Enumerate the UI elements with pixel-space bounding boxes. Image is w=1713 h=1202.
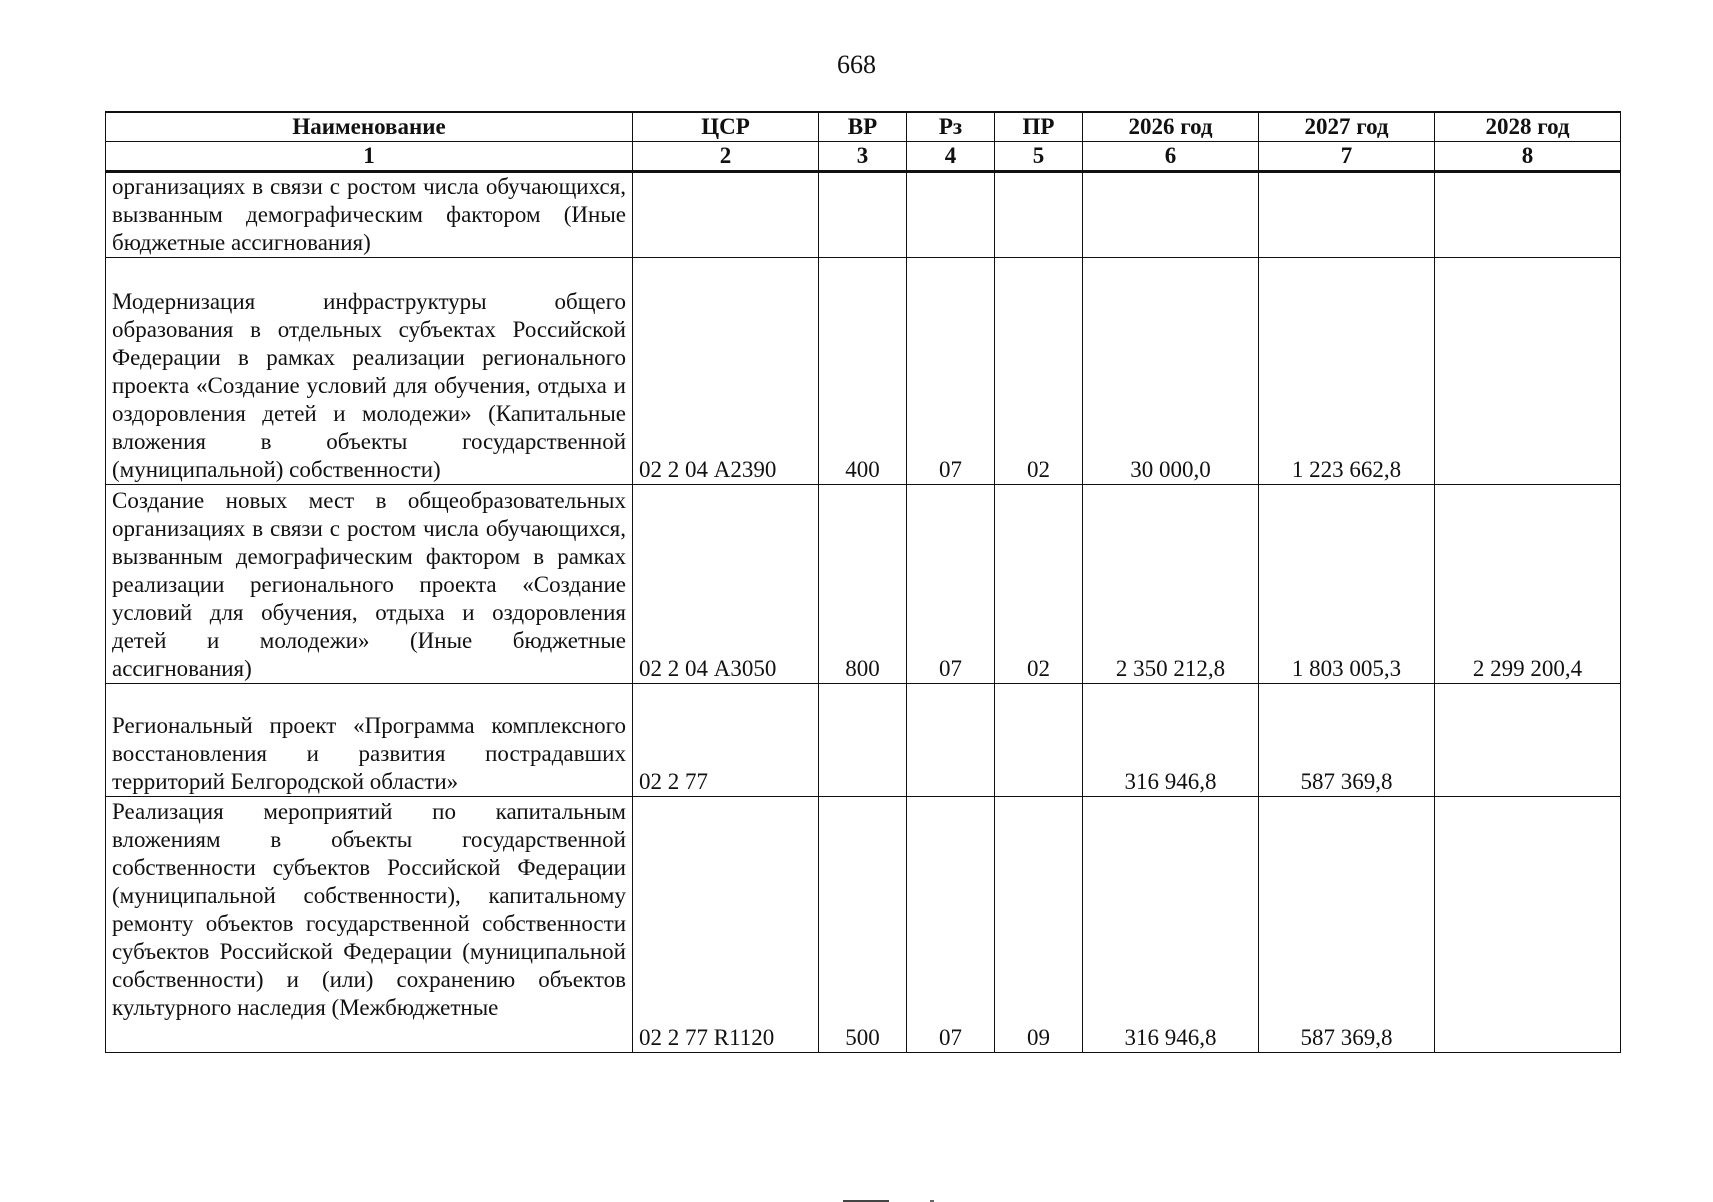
row-name: Создание новых мест в общеобразовательных организациях в связи с ростом числа обучающихся, вызванным демографическим фактором в рамках реализации регионального проекта «Создание условий для обучения, отдыха и оздоровления детей и молодежи» (Иные бюджетные ассигнования)	[106, 485, 633, 684]
row-amount-2026: 2 350 212,8	[1083, 485, 1259, 684]
row-name: Региональный проект «Программа комплексного восстановления и развития пострадавших территорий Белгородской области»	[106, 684, 633, 797]
table-header-row	[106, 112, 1621, 142]
header-rz: Рз	[907, 112, 995, 142]
row-pr: 09	[995, 797, 1083, 1053]
column-number: 1	[106, 142, 633, 172]
row-rz: 07	[907, 485, 995, 684]
header-pr: ПР	[995, 112, 1083, 142]
budget-table	[105, 111, 1621, 1053]
row-pr	[995, 684, 1083, 797]
header-2028: 2028 год	[1435, 112, 1621, 142]
row-amount-2026: 316 946,8	[1083, 684, 1259, 797]
column-number: 4	[907, 142, 995, 172]
header-name: Наименование	[106, 112, 633, 142]
row-amount-2027: 587 369,8	[1259, 797, 1435, 1053]
row-amount-2028	[1435, 258, 1621, 485]
header-csr: ЦСР	[633, 112, 819, 142]
row-amount-2027	[1259, 172, 1435, 258]
row-amount-2026	[1083, 172, 1259, 258]
header-2027: 2027 год	[1259, 112, 1435, 142]
column-number: 8	[1435, 142, 1621, 172]
row-csr: 02 2 04 А2390	[633, 258, 819, 485]
row-amount-2027: 1 223 662,8	[1259, 258, 1435, 485]
row-vr	[819, 172, 907, 258]
page-number: 668	[837, 50, 876, 79]
header-vr: ВР	[819, 112, 907, 142]
table-row	[106, 797, 1621, 1053]
row-csr: 02 2 77	[633, 684, 819, 797]
row-pr	[995, 172, 1083, 258]
row-amount-2028: 2 299 200,4	[1435, 485, 1621, 684]
row-name: Модернизация инфраструктуры общего образования в отдельных субъектах Российской Федерации в рамках реализации регионального проекта «Создание условий для обучения, отдыха и оздоровления детей и молодежи» (Капитальные вложения в объекты государственной (муниципальной) собственности)	[106, 258, 633, 485]
row-name: организациях в связи с ростом числа обучающихся, вызванным демографическим фактором (Иные бюджетные ассигнования)	[106, 172, 633, 258]
row-pr: 02	[995, 485, 1083, 684]
row-amount-2026: 30 000,0	[1083, 258, 1259, 485]
row-amount-2026: 316 946,8	[1083, 797, 1259, 1053]
column-number-row	[106, 142, 1621, 172]
row-rz: 07	[907, 797, 995, 1053]
row-rz	[907, 684, 995, 797]
row-name: Реализация мероприятий по капитальным вложениям в объекты государственной собственности субъектов Российской Федерации (муниципальной собственности), капитальному ремонту объектов государственной собственности субъектов Российской Федерации (муниципальной собственности) и (или) сохранению объектов культурного наследия (Межбюджетные	[106, 797, 633, 1053]
row-amount-2027: 587 369,8	[1259, 684, 1435, 797]
row-amount-2027: 1 803 005,3	[1259, 485, 1435, 684]
column-number: 7	[1259, 142, 1435, 172]
row-amount-2028	[1435, 684, 1621, 797]
column-number: 2	[633, 142, 819, 172]
column-number: 6	[1083, 142, 1259, 172]
row-vr	[819, 684, 907, 797]
row-vr: 400	[819, 258, 907, 485]
row-rz	[907, 172, 995, 258]
table-row	[106, 485, 1621, 684]
table-row	[106, 258, 1621, 485]
table-row	[106, 684, 1621, 797]
header-2026: 2026 год	[1083, 112, 1259, 142]
row-vr: 800	[819, 485, 907, 684]
row-csr	[633, 172, 819, 258]
column-number: 3	[819, 142, 907, 172]
row-csr: 02 2 77 R1120	[633, 797, 819, 1053]
row-rz: 07	[907, 258, 995, 485]
row-vr: 500	[819, 797, 907, 1053]
column-number: 5	[995, 142, 1083, 172]
row-amount-2028	[1435, 797, 1621, 1053]
row-amount-2028	[1435, 172, 1621, 258]
row-pr: 02	[995, 258, 1083, 485]
row-csr: 02 2 04 А3050	[633, 485, 819, 684]
table-row	[106, 172, 1621, 258]
